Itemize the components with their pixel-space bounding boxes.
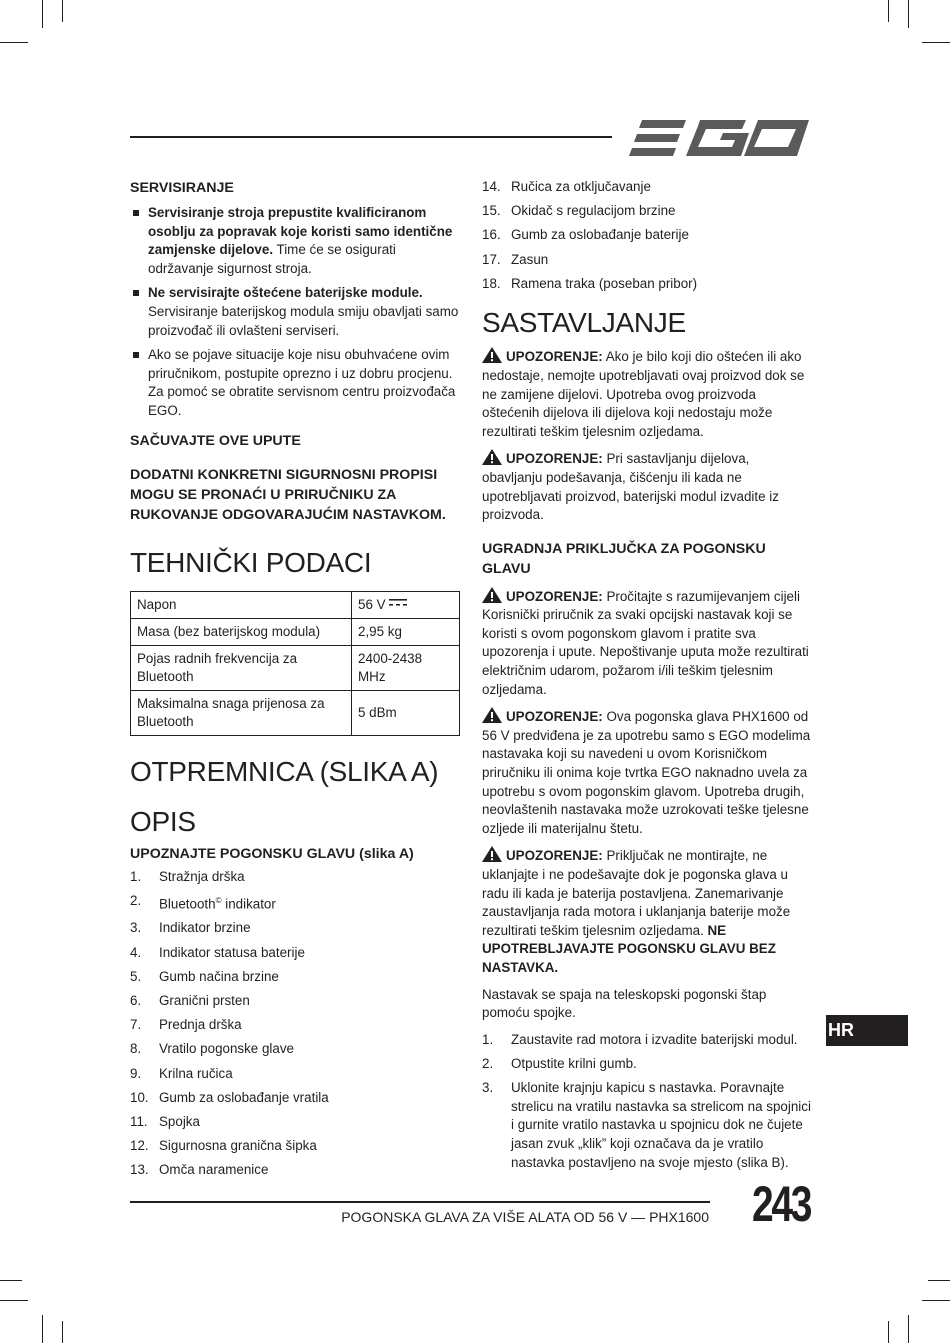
crop-mark: [888, 1321, 889, 1343]
sastavljanje-title: SASTAVLJANJE: [482, 307, 686, 339]
table-cell: 56 V: [352, 591, 460, 618]
list-item: 1. Zaustavite rad motora i izvadite baterijski modul.: [482, 1031, 798, 1047]
list-item: 5. Gumb načina brzine: [130, 968, 279, 984]
list-item: 6. Granični prsten: [130, 992, 250, 1008]
table-cell: Napon: [131, 591, 352, 618]
table-row: [131, 618, 460, 645]
table-row: [131, 645, 460, 690]
list-item: 14. Ručica za otključavanje: [482, 179, 651, 194]
crop-mark: [888, 0, 889, 22]
list-item: 15. Okidač s regulacijom brzine: [482, 203, 676, 219]
list-item: 3. Uklonite krajnju kapicu s nastavka. Poravnajte strelicu na vratilu nastavka sa strelicom na spojnici i gurnite vratilo nastavka u spojnicu dok ne čujete jasan zvuk „klik” koji označava da je vratilo nastavka postavljeno na svoje mjesto (slika B).: [482, 1080, 811, 1170]
servisiranje-heading: SERVISIRANJE: [130, 180, 234, 196]
language-tab: HR: [826, 1015, 908, 1046]
warning-block: UPOZORENJE: Priključak ne montirajte, ne uklanjajte i ne podešavajte dok je pogonska glava u radu ili kada je baterija postavljena. Zanemarivanje zaustavljanja rada motora i uklanjanja baterije može rezultirati teškim tjelesnim ozljedama. NE UPOTREBLJAVAJTE POGONSKU GLAVU BEZ NASTAVKA.: [482, 848, 791, 975]
page-number: 243: [752, 1176, 811, 1232]
table-cell: Maksimalna snaga prijenosa za Bluetooth: [131, 690, 352, 735]
warning-icon: [482, 449, 502, 465]
list-item: 18. Ramena traka (poseban pribor): [482, 275, 698, 291]
list-item: 2. Otpustite krilni gumb.: [482, 1055, 637, 1071]
crop-mark: [42, 0, 43, 28]
table-cell: Pojas radnih frekvencija za Bluetooth: [131, 645, 352, 690]
warning-icon: [482, 587, 502, 603]
list-item: Ako se pojave situacije koje nisu obuhvaćene ovim priručnikom, postupite oprezno i uz dobru procjenu. Za pomoć se obratite servisnom centru proizvođača EGO.: [130, 346, 460, 420]
header-rule: [130, 136, 612, 138]
crop-mark: [922, 1300, 950, 1301]
otpremnica-title: OTPREMNICA (SLIKA A): [130, 755, 439, 787]
tehnicki-title: TEHNIČKI PODACI: [130, 546, 372, 578]
list-item: 12. Sigurnosna granična šipka: [130, 1138, 317, 1154]
list-item: Servisiranje stroja prepustite kvalificiranom osoblju za popravak koje koristi samo identične zamjenske dijelove. Time će se osigurati održavanje sigurnost stroja.: [130, 204, 460, 278]
table-row: [131, 690, 460, 735]
crop-mark: [0, 1280, 22, 1281]
footer-title: POGONSKA GLAVA ZA VIŠE ALATA OD 56 V — PHX1600: [341, 1209, 709, 1225]
list-item: 7. Prednja drška: [130, 1017, 242, 1033]
table-cell: Masa (bez baterijskog modula): [131, 618, 352, 645]
warning-icon: [482, 707, 502, 723]
list-item: 17. Zasun: [482, 251, 549, 267]
spec-table: [130, 591, 460, 736]
crop-mark: [908, 0, 909, 28]
crop-mark: [62, 0, 63, 22]
list-item: 1. Stražnja drška: [130, 868, 245, 884]
sacuvajte-heading: SAČUVAJTE OVE UPUTE: [130, 432, 301, 449]
nastavak-paragraph: Nastavak se spaja na teleskopski pogonski štap pomoću spojke.: [482, 986, 767, 1021]
footer-rule: [130, 1201, 710, 1203]
list-item: 9. Krilna ručica: [130, 1065, 233, 1081]
list-item: 10. Gumb za oslobađanje vratila: [130, 1089, 329, 1105]
table-cell: 2400-2438 MHz: [352, 645, 460, 690]
warning-icon: [482, 347, 502, 363]
steps-list: [482, 1031, 812, 1172]
crop-mark: [62, 1321, 63, 1343]
ego-logo: [628, 118, 814, 163]
upoznajte-heading: UPOZNAJTE POGONSKU GLAVU (slika A): [130, 845, 414, 862]
list-item: 3. Indikator brzine: [130, 920, 251, 936]
right-column: [482, 178, 812, 1178]
dc-symbol-icon: [389, 599, 407, 607]
table-cell: 5 dBm: [352, 690, 460, 735]
list-item: 16. Gumb za oslobađanje baterije: [482, 227, 689, 243]
opis-title: OPIS: [130, 805, 196, 837]
list-item: Ne servisirajte oštećene baterijske module. Servisiranje baterijskog modula smiju obavljati samo proizvođač ili ovlašteni serviseri.: [130, 284, 460, 340]
parts-list: [130, 868, 460, 1180]
crop-mark: [0, 42, 28, 43]
crop-mark: [928, 1280, 950, 1281]
crop-mark: [908, 1315, 909, 1343]
list-item: 2. Bluetooth© indikator: [130, 892, 276, 912]
ugradnja-heading: UGRADNJA PRIKLJUČKA ZA POGONSKU GLAVU: [482, 540, 766, 577]
list-item: 4. Indikator statusa baterije: [130, 944, 305, 960]
warning-block: UPOZORENJE: Pročitajte s razumijevanjem cijeli Korisnički priručnik za svaki opcijski nastavak koji se koristi s ovom pogonskom glavom i pratite sva upozorenja i upute. Nepoštivanje uputa može rezultirati električnim udarom, požarom i/ili teškim tjelesnim ozljedama.: [482, 588, 809, 697]
crop-mark: [42, 1315, 43, 1343]
crop-mark: [922, 42, 950, 43]
warning-block: UPOZORENJE: Ako je bilo koji dio oštećen ili ako nedostaje, nemojte upotrebljavati ovaj proizvod dok se ne zamijene dijelovi. Upotreba ovog proizvoda oštećenih dijelova ili dijelova koji nedostaju može rezultirati teškim tjelesnim ozljedama.: [482, 349, 805, 439]
warning-icon: [482, 846, 502, 862]
left-column: [130, 178, 460, 1185]
warning-block: UPOZORENJE: Pri sastavljanju dijelova, obavljanju podešavanja, čišćenju ili kada ne upotrebljavati proizvod, baterijski modul izvadite iz proizvoda.: [482, 451, 779, 523]
servisiranje-list: [130, 204, 460, 421]
crop-mark: [0, 1300, 28, 1301]
list-item: 13. Omča naramenice: [130, 1162, 269, 1178]
list-item: 8. Vratilo pogonske glave: [130, 1041, 294, 1057]
list-item: 11. Spojka: [130, 1113, 200, 1129]
dodatni-note: DODATNI KONKRETNI SIGURNOSNI PROPISI MOGU SE PRONAĆI U PRIRUČNIKU ZA RUKOVANJE ODGOVARAJUĆIM NASTAVKOM.: [130, 466, 446, 523]
table-row: [131, 591, 460, 618]
table-cell: 2,95 kg: [352, 618, 460, 645]
warning-block: UPOZORENJE: Ova pogonska glava PHX1600 od 56 V predviđena je za upotrebu samo s EGO modelima nastavaka koji su navedeni u ovom Korisničkom priručniku ili onima koje tvrtka EGO naknadno uvela za upotrebu s ovom pogonskim glavom. Upotreba drugih, neovlaštenih nastavaka može uzrokovati teške tjelesne ozljede ili materijalnu štetu.: [482, 709, 811, 836]
parts-list-continued: [482, 178, 812, 293]
